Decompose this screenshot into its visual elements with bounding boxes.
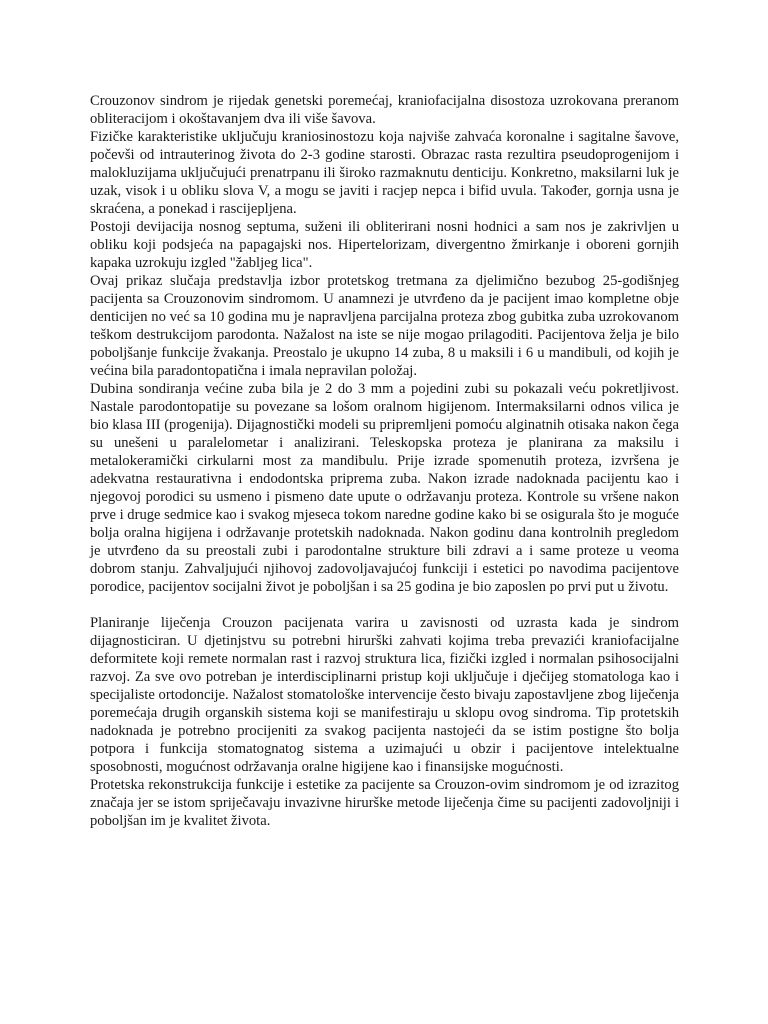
paragraph-nasal-septum: Postoji devijacija nosnog septuma, suženi ili obliterirani nosni hodnici a sam nos je zakrivljen u obliku koji podsjeća na papagajski nos. Hipertelorizam, divergentno žmirkanje i oboreni gornjih kapaka uzrokuju izgled "žabljeg lica". — [90, 219, 679, 271]
paragraph-treatment: Dubina sondiranja većine zuba bila je 2 do 3 mm a pojedini zubi su pokazali veću pokretljivost. Nastale parodontopatije su povezane sa lošom oralnom higijenom. Intermaksilarni odnos vilica je bio klasa III (progenija). Dijagnostički modeli su pripremljeni pomoću alginatnih otisaka nakon čega su unešeni u paralelometar i analizirani. Teleskopska proteza je planirana za maksilu i metalokeramički cirkularni most za mandibulu. Prije izrade spomenutih proteza, izvršena je adekvatna restaurativna i endodontska priprema zuba. Nakon izrade nadoknada pacijentu kao i njegovoj porodici su usmeno i pismeno date upute o održavanju proteza. Kontrole su vršene nakon prve i druge sedmice kao i svakog mjeseca tokom naredne godine kako bi se osigurala što je moguće bolja oralna higijena i održavanje protetskih nadoknada. Nakon godinu dana kontrolnih pregledom je utvrđeno da su preostali zubi i parodontalne strukture bili zdravi a i same proteze u veoma dobrom stanju. Zahvaljujući njihovoj zadovoljavajućoj funkciji i estetici po navodima pacijentove porodice, pacijentov socijalni život je poboljšan i sa 25 godina je bio zaposlen po prvi put u životu. — [90, 381, 679, 595]
paragraph-treatment-planning: Planiranje liječenja Crouzon pacijenata varira u zavisnosti od uzrasta kada je sindrom dijagnosticiran. U djetinjstvu su potrebni hirurški zahvati kojima treba prevazići kraniofacijalne deformitete koji remete normalan rast i razvoj struktura lica, fizički izgled i normalan psihosocijalni razvoj. Za sve ovo potreban je interdisciplinarni pristup koji uključuje i dječijeg stomatologa kao i specijaliste ortodoncije. Nažalost stomatološke intervencije često bivaju zapostavljene zbog liječenja poremećaja drugih organskih sistema koji se manifestiraju u sklopu ovog sindroma. Tip protetskih nadoknada je potrebno procijeniti za svakog pacijenta nastojeći da se istim postigne što bolja potpora i funkcija stomatognatog sistema a uzimajući u obzir i pacijentove intelektualne sposobnosti, mogućnost održavanja oralne higijene kao i finansijske mogućnosti. — [90, 615, 679, 775]
paragraph-physical-characteristics: Fizičke karakteristike uključuju kraniosinostozu koja najviše zahvaća koronalne i sagitalne šavove, počevši od intrauterinog života do 2-3 godine starosti. Obrazac rasta rezultira pseudoprogenijom i malokluzijama uključujući prenatrpanu ili široko razmaknutu denticiju. Konkretno, maksilarni luk je uzak, visok i u obliku slova V, a mogu se javiti i racjep nepca i bifid uvula. Također, gornja usna je skraćena, a ponekad i rascijepljena. — [90, 129, 679, 217]
paragraph-conclusion: Protetska rekonstrukcija funkcije i estetike za pacijente sa Crouzon-ovim sindromom je od izrazitog značaja jer se istom spriječavaju invazivne hirurške metode liječenja čime su pacijenti zadovoljniji i poboljšan im je kvalitet života. — [90, 777, 679, 829]
paragraph-case-report: Ovaj prikaz slučaja predstavlja izbor protetskog tretmana za djelimično bezubog 25-godišnjeg pacijenta sa Crouzonovim sindromom. U anamnezi je utvrđeno da je pacijent imao kompletne obje denticijen no već sa 10 godina mu je napravljena parcijalna proteza zbog gubitka zuba uzrokovanom teškom destrukcijom parodonta. Nažalost na iste se nije mogao prilagoditi. Pacijentova želja je bilo poboljšanje funkcije žvakanja. Preostalo je ukupno 14 zuba, 8 u maksili i 6 u mandibuli, od kojih je većina bila paradontopatična i imala nepravilan položaj. — [90, 273, 679, 379]
paragraph-spacer — [90, 596, 679, 614]
paragraph-intro: Crouzonov sindrom je rijedak genetski poremećaj, kraniofacijalna disostoza uzrokovana preranom obliteracijom i okoštavanjem dva ili više šavova. — [90, 93, 679, 127]
document-page — [90, 92, 679, 830]
